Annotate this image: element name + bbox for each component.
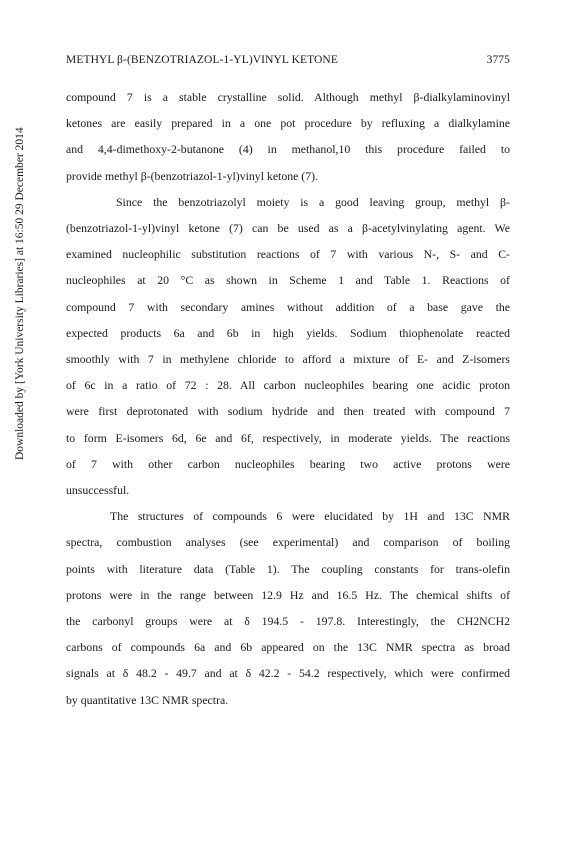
text-line: of 6c in a ratio of 72 : 28. All carbon nucleophiles bearing one acidic proton bbox=[66, 378, 510, 393]
text-line: expected products 6a and 6b in high yields. Sodium thiophenolate reacted bbox=[66, 325, 510, 340]
text-line: carbons of compounds 6a and 6b appeared on the 13C NMR spectra as broad bbox=[66, 640, 510, 655]
text-line: protons were in the range between 12.9 Hz and 16.5 Hz. The chemical shifts of bbox=[66, 587, 510, 602]
text-line: Since the benzotriazolyl moiety is a good leaving group, methyl β- bbox=[116, 194, 510, 209]
text-line: examined nucleophilic substitution reactions of 7 with various N-, S- and C- bbox=[66, 247, 510, 262]
text-line: were first deprotonated with sodium hydride and then treated with compound 7 bbox=[66, 404, 510, 419]
text-line: The structures of compounds 6 were elucidated by 1H and 13C NMR bbox=[110, 509, 510, 524]
text-line: compound 7 with secondary amines without addition of a base gave the bbox=[66, 299, 510, 314]
text-line: of 7 with other carbon nucleophiles bearing two active protons were bbox=[66, 456, 510, 471]
paragraph-3 bbox=[66, 503, 510, 713]
text-line: unsuccessful. bbox=[66, 483, 130, 498]
text-line: by quantitative 13C NMR spectra. bbox=[66, 692, 229, 707]
download-watermark: Downloaded by [York University Libraries] at 16:50 29 December 2014 bbox=[14, 127, 26, 460]
text-line: the carbonyl groups were at δ 194.5 - 197.8. Interestingly, the CH2NCH2 bbox=[66, 614, 510, 629]
page-number: 3775 bbox=[486, 54, 510, 66]
text-line: nucleophiles at 20 °C as shown in Scheme 1 and Table 1. Reactions of bbox=[66, 273, 510, 288]
text-line: provide methyl β-(benzotriazol-1-yl)vinyl ketone (7). bbox=[66, 168, 319, 183]
running-title: METHYL β-(BENZOTRIAZOL-1-YL)VINYL KETONE bbox=[66, 54, 338, 66]
text-line: (benzotriazol-1-yl)vinyl ketone (7) can be used as a β-acetylvinylating agent. We bbox=[66, 221, 510, 236]
text-line: smoothly with 7 in methylene chloride to afford a mixture of E- and Z-isomers bbox=[66, 352, 510, 367]
text-line: ketones are easily prepared in a one pot procedure by refluxing a dialkylamine bbox=[66, 116, 510, 131]
paragraph-1 bbox=[66, 84, 510, 189]
text-line: and 4,4-dimethoxy-2-butanone (4) in methanol,10 this procedure failed to bbox=[66, 142, 510, 157]
text-line: compound 7 is a stable crystalline solid. Although methyl β-dialkylaminovinyl bbox=[66, 90, 510, 104]
paragraph-2 bbox=[66, 189, 510, 503]
text-line: signals at δ 48.2 - 49.7 and at δ 42.2 - 54.2 respectively, which were confirmed bbox=[66, 666, 510, 681]
text-line: points with literature data (Table 1). The coupling constants for trans-olefin bbox=[66, 561, 510, 576]
body-text bbox=[66, 84, 510, 713]
text-line: to form E-isomers 6d, 6e and 6f, respectively, in moderate yields. The reactions bbox=[66, 430, 510, 445]
text-line: spectra, combustion analyses (see experimental) and comparison of boiling bbox=[66, 535, 510, 550]
